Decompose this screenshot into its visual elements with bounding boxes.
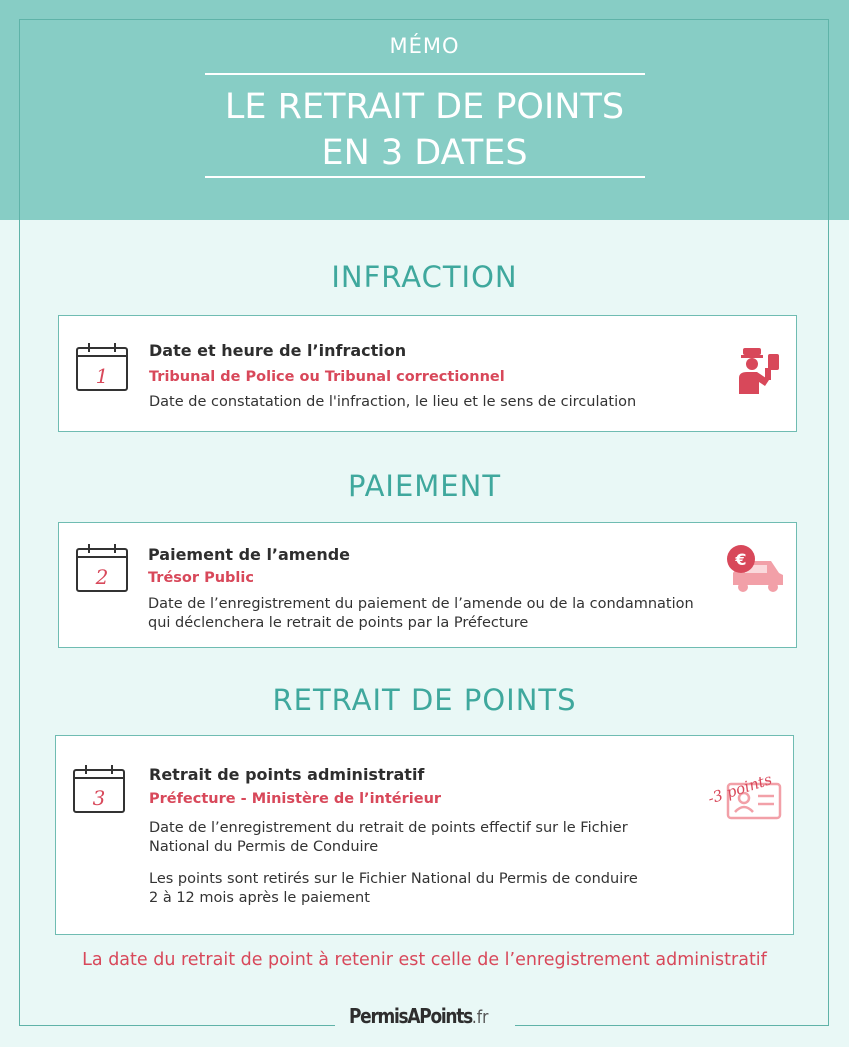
card-description [149,819,628,857]
card-paiement [58,522,797,648]
card-subtitle: Préfecture - Ministère de l’intérieur [149,791,442,807]
section-heading-retrait: RETRAIT DE POINTS [272,683,577,717]
calendar-icon [72,764,126,814]
card-retrait [55,735,794,935]
card-title: Date et heure de l’infraction [149,341,407,360]
calendar-number: 3 [92,786,106,810]
car-euro-icon [725,543,789,595]
calendar-number: 1 [95,364,109,388]
footer-note: La date du retrait de point à retenir est celle de l’enregistrement administratif [82,950,767,970]
card-infraction [58,315,797,432]
calendar-icon [75,543,129,593]
calendar-icon [75,342,129,392]
license-card-icon [704,764,788,822]
page-title [0,84,849,176]
logo-main: PermisAPoints [349,1004,472,1028]
site-logo[interactable] [349,1004,488,1028]
card-description-line: National du Permis de Conduire [149,839,379,855]
points-badge: -3 points [705,770,775,808]
card-description-line: qui déclenchera le retrait de points par la Préfecture [148,615,529,631]
memo-label: MÉMO [389,34,460,58]
card-description [148,595,694,633]
card-subtitle: Trésor Public [148,570,254,586]
card-description-line: Date de constatation de l'infraction, le lieu et le sens de circulation [149,394,637,410]
card-description-line: Date de l’enregistrement du retrait de points effectif sur le Fichier [149,820,628,836]
page-title-line2: EN 3 DATES [321,133,528,173]
card-description-secondary [149,870,638,908]
card-description-line: Date de l’enregistrement du paiement de l’amende ou de la condamnation [148,596,694,612]
card-title: Paiement de l’amende [148,545,351,564]
section-heading-infraction: INFRACTION [331,260,518,294]
logo-area [335,994,515,1038]
card-description [149,393,636,412]
card-title: Retrait de points administratif [149,765,425,784]
title-rule-bottom [205,176,645,178]
card-description-line: Les points sont retirés sur le Fichier National du Permis de conduire [149,871,638,887]
title-rule-top [205,73,645,75]
logo-tld: .fr [471,1007,489,1028]
card-subtitle: Tribunal de Police ou Tribunal correctionnel [149,369,505,385]
calendar-number: 2 [95,565,109,589]
section-heading-paiement: PAIEMENT [347,469,502,503]
card-description-line: 2 à 12 mois après le paiement [149,890,370,906]
police-officer-icon [735,344,783,396]
euro-badge: € [735,550,747,569]
page-title-line1: LE RETRAIT DE POINTS [224,87,625,127]
